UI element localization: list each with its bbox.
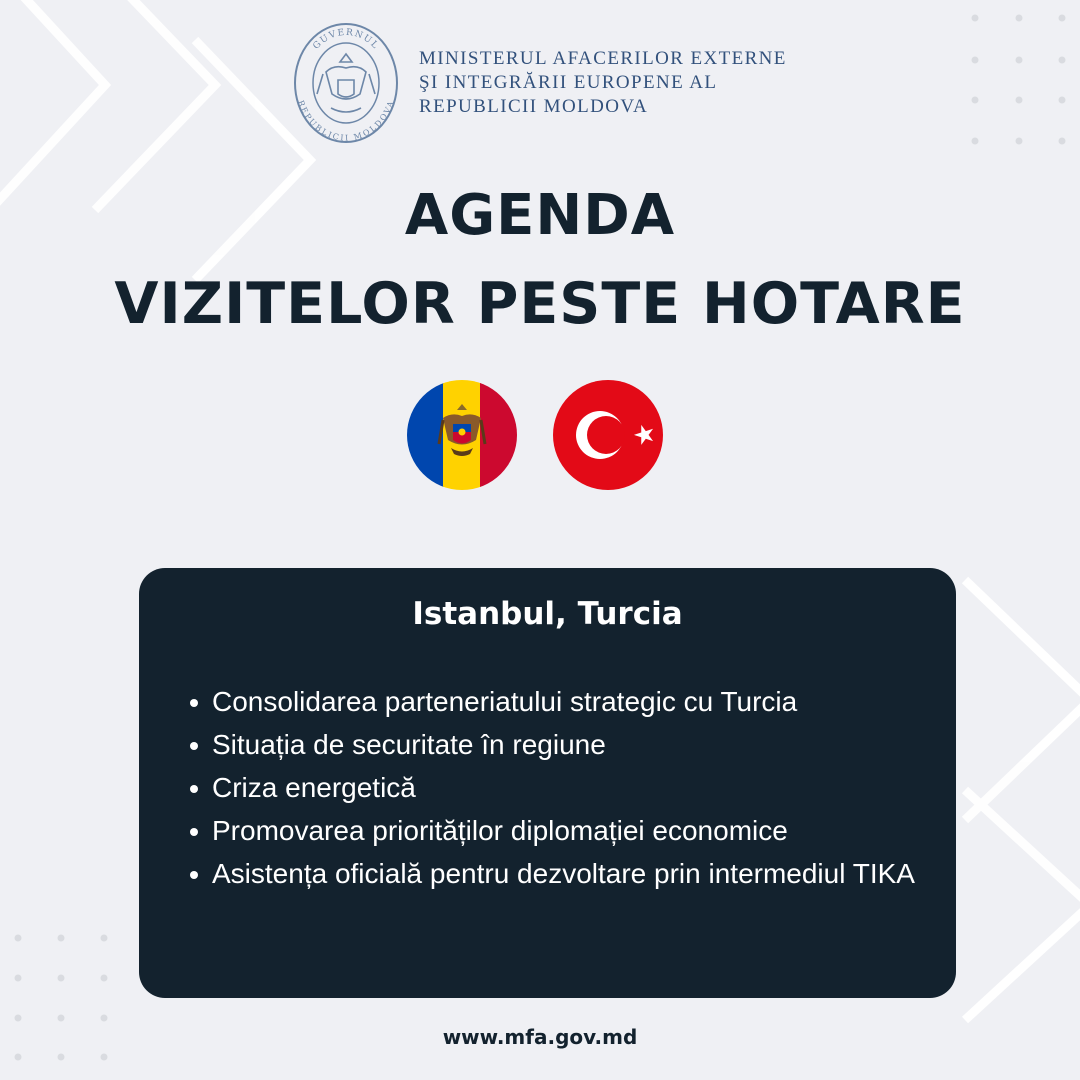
- agenda-item-text: Criza energetică: [212, 772, 416, 803]
- page-title-line-1: AGENDA: [404, 183, 676, 248]
- ministry-name: [419, 47, 787, 119]
- svg-text:REPUBLICII MOLDOVA: [296, 99, 396, 143]
- bullet-icon: [190, 785, 198, 793]
- page-title-line-2: VIZITELOR PESTE HOTARE: [114, 271, 966, 337]
- ministry-header: [293, 22, 787, 144]
- agenda-item-text: Promovarea priorităților diplomației economice: [212, 815, 788, 846]
- moldova-flag-icon: [407, 380, 517, 490]
- ministry-name-line-3: REPUBLICII MOLDOVA: [419, 96, 649, 117]
- turkey-flag-icon: [553, 380, 663, 490]
- seal-text-top: GUVERNUL: [311, 27, 381, 52]
- agenda-item-text: Asistența oficială pentru dezvoltare prin intermediul TIKA: [212, 858, 915, 889]
- bullet-icon: [190, 742, 198, 750]
- agenda-item-text: Situația de securitate în regiune: [212, 729, 606, 760]
- bullet-icon: [190, 699, 198, 707]
- agenda-item: [189, 809, 917, 852]
- visit-location: Istanbul, Turcia: [412, 596, 683, 632]
- agenda-item: [189, 852, 917, 895]
- agenda-item: [189, 723, 917, 766]
- agenda-item: [189, 766, 917, 809]
- agenda-list: [189, 680, 917, 895]
- agenda-item: [189, 680, 917, 723]
- bullet-icon: [190, 871, 198, 879]
- ministry-name-line-1: MINISTERUL AFACERILOR EXTERNE: [419, 48, 787, 69]
- website-url: www.mfa.gov.md: [442, 1025, 638, 1049]
- ministry-name-line-2: ŞI INTEGRĂRII EUROPENE AL: [419, 72, 718, 93]
- seal-text-bottom: REPUBLICII MOLDOVA: [296, 99, 396, 143]
- bullet-icon: [190, 828, 198, 836]
- government-seal-icon: [293, 22, 399, 144]
- agenda-item-text: Consolidarea parteneriatului strategic cu Turcia: [212, 686, 798, 717]
